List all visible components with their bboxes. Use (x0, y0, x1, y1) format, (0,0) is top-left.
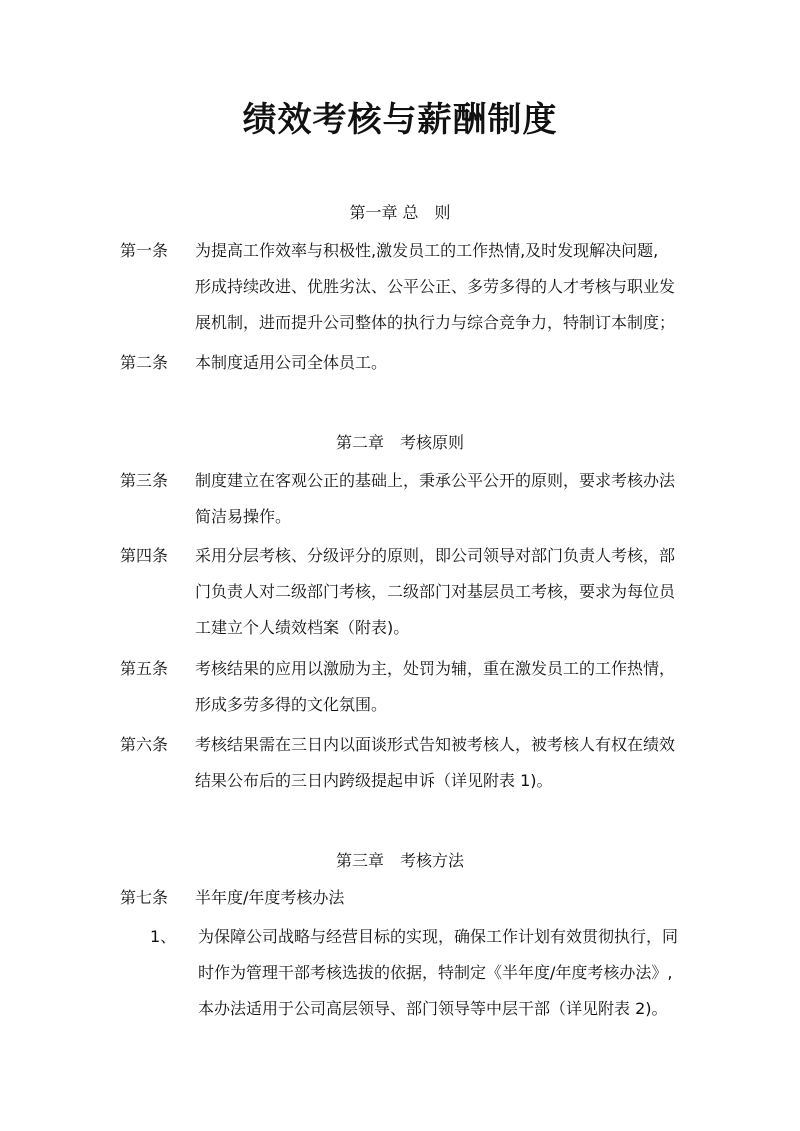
article-number: 第七条 (120, 888, 169, 907)
article-text-line: 简洁易操作。 (195, 507, 292, 526)
article-text-line: 形成多劳多得的文化氛围。 (195, 695, 388, 714)
chapter-2-heading: 第二章 考核原则 (335, 433, 464, 452)
article-text-line: 制度建立在客观公正的基础上，秉承公平公开的原则，要求考核办法 (195, 471, 676, 490)
article-text-line: 门负责人对二级部门考核，二级部门对基层员工考核，要求为每位员 (195, 582, 676, 601)
list-item-text-line: 时作为管理干部考核选拔的依据，特制定《半年度/年度考核办法》, (198, 963, 673, 982)
article-number: 第一条 (120, 241, 169, 260)
document-title: 绩效考核与薪酬制度 (242, 100, 558, 140)
article-text-line: 考核结果需在三日内以面谈形式告知被考核人，被考核人有权在绩效 (195, 735, 676, 754)
article-number: 第二条 (120, 353, 169, 372)
chapter-1-heading: 第一章 总 则 (349, 203, 451, 222)
article-text-line: 结果公布后的三日内跨级提起申诉（详见附表 1)。 (195, 771, 553, 790)
article-number: 第五条 (120, 659, 169, 678)
article-number: 第六条 (120, 735, 169, 754)
article-text-line: 展机制，进而提升公司整体的执行力与综合竞争力，特制订本制度； (195, 313, 676, 332)
article-text-line: 采用分层考核、分级评分的原则，即公司领导对部门负责人考核，部 (195, 546, 676, 565)
list-item-number: 1、 (150, 927, 177, 946)
list-item-text-line: 本办法适用于公司高层领导、部门领导等中层干部（详见附表 2)。 (198, 999, 668, 1018)
article-text-line: 本制度适用公司全体员工。 (195, 353, 388, 372)
article-text-line: 考核结果的应用以激励为主，处罚为辅，重在激发员工的工作热情， (195, 659, 676, 678)
article-text-line: 半年度/年度考核办法 (195, 888, 345, 907)
article-text-line: 工建立个人绩效档案（附表)。 (195, 618, 410, 637)
article-number: 第四条 (120, 546, 169, 565)
article-text-line: 形成持续改进、优胜劣汰、公平公正、多劳多得的人才考核与职业发 (195, 277, 676, 296)
article-text-line: 为提高工作效率与积极性,激发员工的工作热情,及时发现解决问题, (195, 241, 659, 260)
article-number: 第三条 (120, 471, 169, 490)
list-item-text-line: 为保障公司战略与经营目标的实现，确保工作计划有效贯彻执行，同 (198, 927, 679, 946)
chapter-3-heading: 第三章 考核方法 (335, 851, 464, 870)
